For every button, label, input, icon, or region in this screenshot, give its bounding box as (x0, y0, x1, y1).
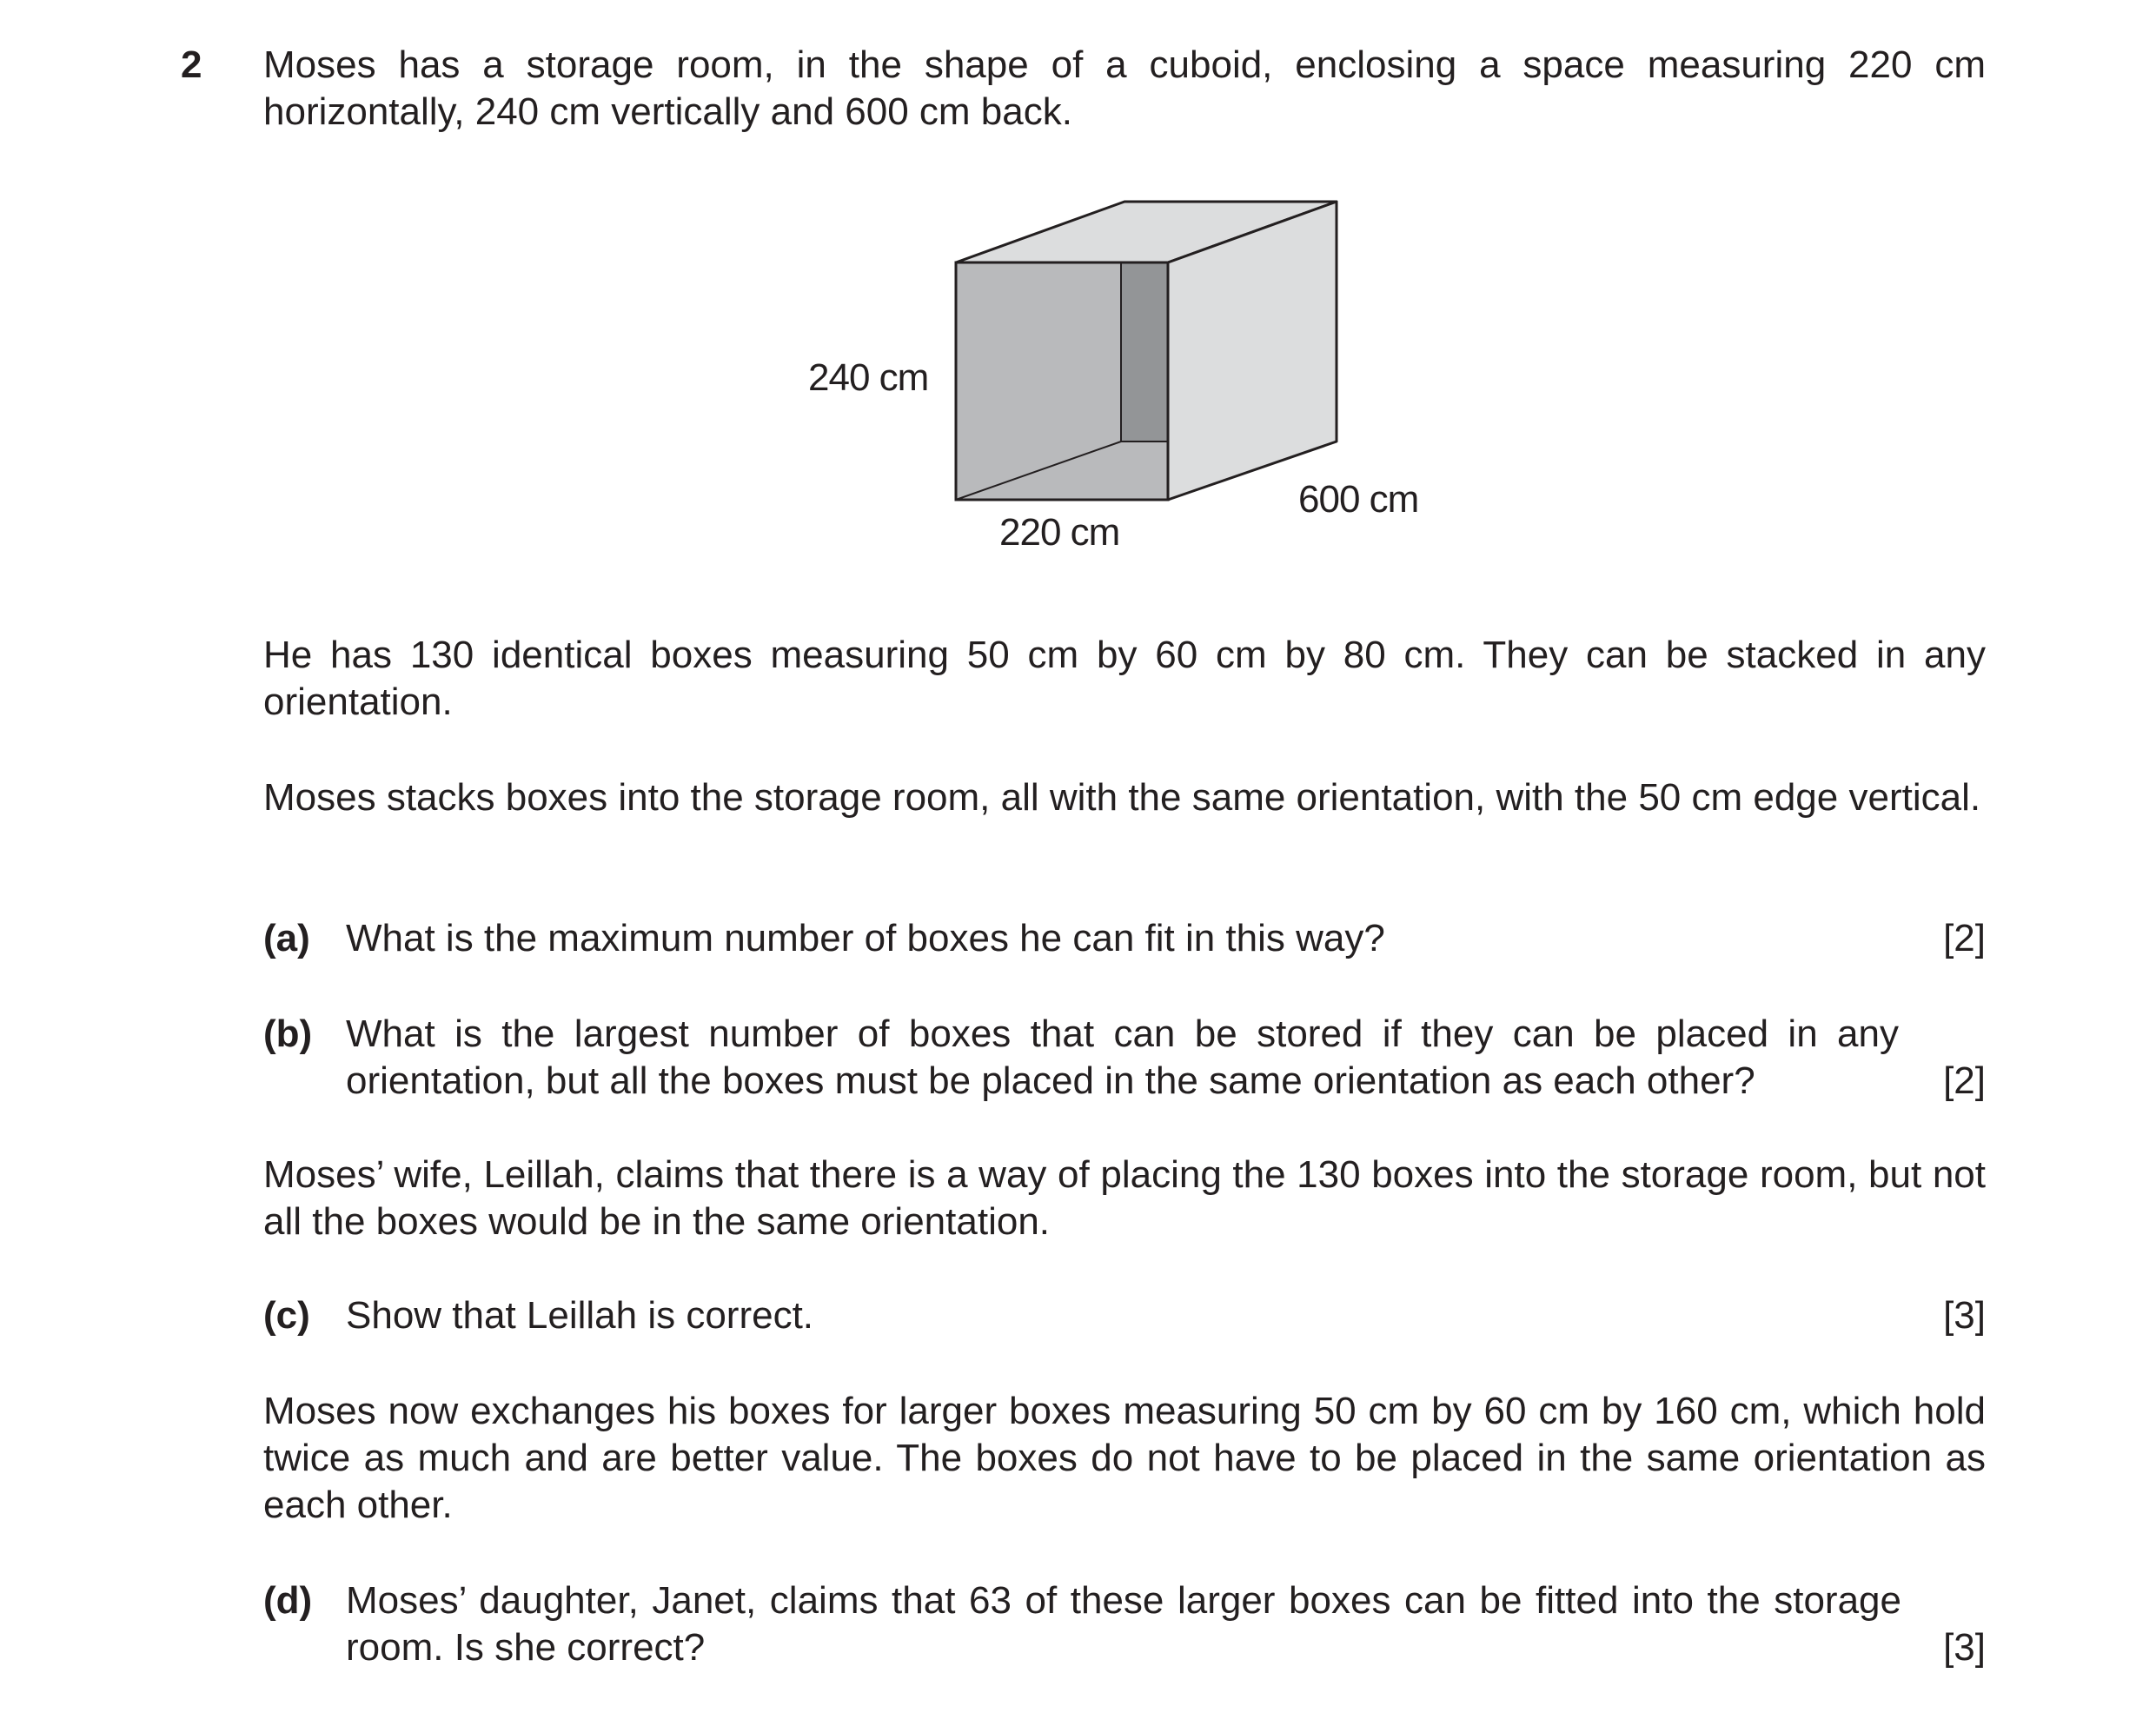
part-c (263, 1292, 1986, 1339)
part-c-question: Show that Leillah is correct. (346, 1294, 814, 1337)
part-b-label: (b) (263, 1013, 313, 1055)
exchange-paragraph: Moses now exchanges his boxes for larger boxes measuring 50 cm by 60 cm by 160 cm, which hold twice as much and are better value. The boxes do not have to be placed in the same orientation as each other. (263, 1390, 1986, 1526)
boxes-paragraph: He has 130 identical boxes measuring 50 cm by 60 cm by 80 cm. They can be stacked in any orientation. (263, 634, 1986, 723)
depth-dimension-label: 600 cm (1298, 478, 1419, 521)
question-intro: Moses has a storage room, in the shape of a cuboid, enclosing a space measuring 220 cm horizontally, 240 cm vertically and 600 cm back. (263, 43, 1986, 133)
stacking-paragraph: Moses stacks boxes into the storage room, all with the same orientation, with the 50 cm edge vertical. (263, 776, 1981, 819)
storage-room-diagram (782, 183, 1419, 582)
cuboid-inner-wall-strip (1121, 262, 1168, 442)
part-d-label: (d) (263, 1579, 313, 1622)
part-d (263, 1577, 1986, 1671)
width-dimension-label: 220 cm (999, 511, 1120, 554)
question-number: 2 (181, 43, 202, 86)
part-b-question: What is the largest number of boxes that can be stored if they can be placed in any orientation, but all the boxes must be placed in the same orientation as each other? (346, 1013, 1899, 1102)
part-a (263, 915, 1986, 962)
part-a-marks: [2] (1943, 917, 1986, 959)
leillah-paragraph: Moses’ wife, Leillah, claims that there is a way of placing the 130 boxes into the storage room, but not all the boxes would be in the same orientation. (263, 1153, 1986, 1243)
part-b (263, 1011, 1986, 1105)
part-a-label: (a) (263, 917, 310, 959)
height-dimension-label: 240 cm (808, 356, 929, 399)
part-c-marks: [3] (1943, 1294, 1986, 1337)
part-c-label: (c) (263, 1294, 310, 1337)
part-d-marks: [3] (1943, 1626, 1986, 1669)
part-b-marks: [2] (1943, 1059, 1986, 1102)
part-d-question: Moses’ daughter, Janet, claims that 63 of these larger boxes can be fitted into the storage room. Is she correct? (346, 1579, 1901, 1669)
part-a-question: What is the maximum number of boxes he can fit in this way? (346, 917, 1385, 959)
